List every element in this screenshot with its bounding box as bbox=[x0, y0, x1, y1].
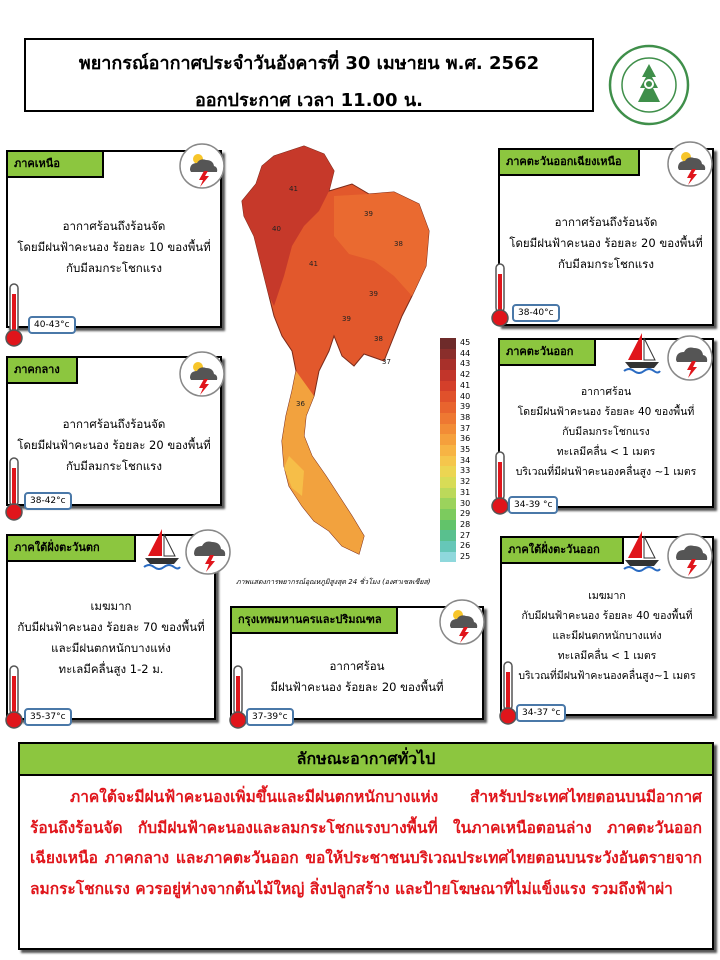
scale-swatch bbox=[440, 530, 456, 541]
thermometer-icon bbox=[4, 282, 24, 348]
region-title: กรุงเทพมหานครและปริมณฑล bbox=[232, 608, 398, 634]
scale-swatch bbox=[440, 338, 456, 349]
scale-label: 34 bbox=[460, 455, 471, 465]
temperature-badge: 35-37°c bbox=[24, 708, 72, 726]
forecast-line: บริเวณที่มีฝนฟ้าคะนองคลื่นสูง ~1 เมตร bbox=[515, 466, 697, 478]
contour-label: 41 bbox=[309, 260, 318, 268]
scale-label: 40 bbox=[460, 391, 471, 401]
sailboat-waves-icon bbox=[622, 330, 662, 374]
contour-label: 40 bbox=[272, 225, 281, 233]
forecast-line: กับมีฝนฟ้าคะนอง ร้อยละ 40 ของพื้นที่ bbox=[521, 610, 693, 622]
temperature-badge: 37-39°c bbox=[246, 708, 294, 726]
scale-swatch bbox=[440, 509, 456, 520]
forecast-line: โดยมีฝนฟ้าคะนอง ร้อยละ 10 ของพื้นที่ bbox=[17, 240, 211, 254]
scale-swatch bbox=[440, 391, 456, 402]
region-title: ภาคใต้ฝั่งตะวันออก bbox=[502, 538, 624, 564]
scale-label: 43 bbox=[460, 359, 471, 369]
thermometer-icon bbox=[4, 456, 24, 522]
scale-label: 33 bbox=[460, 466, 471, 476]
contour-label: 39 bbox=[369, 290, 378, 298]
scale-swatch bbox=[440, 359, 456, 370]
general-weather-summary bbox=[18, 742, 714, 950]
forecast-line: อากาศร้อน bbox=[580, 386, 632, 398]
scale-label: 39 bbox=[460, 402, 471, 412]
summary-text: ภาคใต้จะมีฝนฟ้าคะนองเพิ่มขึ้นและมีฝนตกหนักบางแห่ง สำหรับประเทศไทยตอนบนมีอากาศร้อนถึงร้อนจัด กับมีฝนฟ้าคะนองและลมกระโชกแรงบางพื้นที่ ในภาคเหนือตอนล่าง ภาคตะวันออกเฉียงเหนือ ภาคกลาง และภาคตะวันออก ขอให้ประชาชนบริเวณประเทศไทยตอนบนระวังอันตรายจากลมกระโชกแรง ควรอยู่ห่างจากต้นไม้ใหญ่ สิ่งปลูกสร้าง และป้ายโฆษณาที่ไม่แข็งแรง รวมถึงฟ้าผ่า bbox=[30, 788, 702, 898]
scale-label: 35 bbox=[460, 445, 471, 454]
scale-swatch bbox=[440, 402, 456, 413]
scale-label: 28 bbox=[460, 519, 471, 529]
forecast-line: อากาศร้อนถึงร้อนจัด bbox=[62, 219, 166, 233]
region-title: ภาคตะวันออกเฉียงเหนือ bbox=[500, 150, 640, 176]
temperature-badge: 40-43°c bbox=[28, 316, 76, 334]
forecast-line: ทะเลมีคลื่น < 1 เมตร bbox=[557, 650, 657, 662]
issue-time: ออกประกาศ เวลา 11.00 น. bbox=[195, 90, 423, 111]
scale-label: 30 bbox=[460, 498, 471, 508]
forecast-line: และมีฝนตกหนักบางแห่ง bbox=[552, 630, 662, 642]
scale-swatch bbox=[440, 498, 456, 509]
forecast-line: กับมีฝนฟ้าคะนอง ร้อยละ 70 ของพื้นที่ bbox=[17, 620, 205, 634]
forecast-line: เมฆมาก bbox=[90, 599, 132, 613]
scale-swatch bbox=[440, 477, 456, 488]
temperature-badge: 38-40°c bbox=[512, 304, 560, 322]
region-forecast bbox=[500, 382, 712, 482]
scale-label: 45 bbox=[460, 338, 471, 347]
forecast-title: พยากรณ์อากาศประจำวันอังคารที่ 30 เมษายน พ.ศ. 2562 bbox=[78, 53, 540, 74]
forecast-line: กับมีลมกระโชกแรง bbox=[558, 257, 654, 271]
scale-swatch bbox=[440, 552, 456, 563]
thermometer-icon bbox=[498, 660, 518, 726]
region-title: ภาคกลาง bbox=[8, 358, 78, 384]
map-caption: ภาพแสดงการพยากรณ์อุณหภูมิสูงสุด 24 ชั่วโมง (องศาเซลเซียส) bbox=[236, 578, 431, 586]
thermometer-icon bbox=[4, 664, 24, 730]
forecast-line: อากาศร้อนถึงร้อนจัด bbox=[62, 417, 166, 431]
scale-swatch bbox=[440, 445, 456, 456]
sailboat-waves-icon bbox=[142, 526, 182, 570]
forecast-line: อากาศร้อน bbox=[329, 659, 385, 673]
scale-label: 41 bbox=[460, 380, 471, 390]
sailboat-waves-icon bbox=[622, 528, 662, 572]
scale-label: 44 bbox=[460, 348, 471, 358]
scale-swatch bbox=[440, 413, 456, 424]
scale-swatch bbox=[440, 370, 456, 381]
forecast-line: โดยมีฝนฟ้าคะนอง ร้อยละ 20 ของพื้นที่ bbox=[17, 438, 211, 452]
scale-label: 32 bbox=[460, 477, 471, 487]
thunderstorm-icon bbox=[184, 528, 232, 576]
scale-swatch bbox=[440, 349, 456, 360]
contour-label: 38 bbox=[394, 240, 403, 248]
region-forecast bbox=[8, 216, 220, 279]
scale-swatch bbox=[440, 466, 456, 477]
forecast-line: ทะเลมีคลื่นสูง 1-2 ม. bbox=[58, 662, 164, 676]
thunderstorm-icon bbox=[178, 142, 226, 190]
scale-swatch bbox=[440, 488, 456, 499]
region-title: ภาคตะวันออก bbox=[500, 340, 596, 366]
scale-label: 36 bbox=[460, 434, 471, 444]
summary-heading: ลักษณะอากาศทั่วไป bbox=[20, 744, 712, 776]
forecast-line: กับมีลมกระโชกแรง bbox=[66, 261, 162, 275]
forecast-line: โดยมีฝนฟ้าคะนอง ร้อยละ 40 ของพื้นที่ bbox=[517, 406, 695, 418]
contour-label: 37 bbox=[382, 358, 391, 366]
contour-label: 39 bbox=[342, 315, 351, 323]
thunderstorm-icon bbox=[438, 598, 486, 646]
forecast-line: และมีฝนตกหนักบางแห่ง bbox=[51, 641, 171, 655]
scale-label: 38 bbox=[460, 412, 471, 422]
thunderstorm-icon bbox=[178, 350, 226, 398]
temperature-badge: 38-42°c bbox=[24, 492, 72, 510]
scale-swatch bbox=[440, 520, 456, 531]
temperature-badge: 34-37 °c bbox=[516, 704, 566, 722]
scale-swatch bbox=[440, 456, 456, 467]
contour-label: 39 bbox=[364, 210, 373, 218]
region-forecast bbox=[502, 586, 712, 686]
thunderstorm-icon bbox=[666, 334, 714, 382]
scale-swatch bbox=[440, 381, 456, 392]
region-title: ภาคเหนือ bbox=[8, 152, 104, 178]
scale-label: 27 bbox=[460, 530, 471, 540]
scale-label: 26 bbox=[460, 541, 471, 551]
forecast-line: บริเวณที่มีฝนฟ้าคะนองคลื่นสูง~1 เมตร bbox=[518, 670, 696, 682]
forecast-line: มีฝนฟ้าคะนอง ร้อยละ 20 ของพื้นที่ bbox=[270, 680, 444, 694]
forecast-line: เมฆมาก bbox=[588, 590, 626, 602]
thermometer-icon bbox=[490, 450, 510, 516]
thermometer-icon bbox=[228, 664, 248, 730]
thunderstorm-icon bbox=[666, 140, 714, 188]
region-forecast bbox=[232, 656, 482, 698]
temperature-color-scale bbox=[440, 338, 471, 562]
region-title: ภาคใต้ฝั่งตะวันตก bbox=[8, 536, 136, 562]
thailand-temperature-map bbox=[234, 136, 434, 576]
forecast-line: กับมีลมกระโชกแรง bbox=[562, 426, 650, 438]
temperature-badge: 34-39 °c bbox=[508, 496, 558, 514]
region-forecast bbox=[8, 596, 214, 680]
scale-label: 31 bbox=[460, 487, 471, 497]
thermometer-icon bbox=[490, 262, 510, 328]
scale-swatch bbox=[440, 541, 456, 552]
region-forecast bbox=[500, 212, 712, 275]
contour-label: 41 bbox=[289, 185, 298, 193]
scale-label: 37 bbox=[460, 423, 471, 433]
scale-label: 42 bbox=[460, 370, 471, 380]
thunderstorm-icon bbox=[666, 532, 714, 580]
scale-swatch bbox=[440, 434, 456, 445]
contour-label: 36 bbox=[296, 400, 305, 408]
scale-label: 25 bbox=[460, 552, 471, 561]
region-forecast bbox=[8, 414, 220, 477]
forecast-line: กับมีลมกระโชกแรง bbox=[66, 459, 162, 473]
scale-swatch bbox=[440, 424, 456, 435]
forecast-title-box bbox=[24, 38, 594, 112]
forecast-line: โดยมีฝนฟ้าคะนอง ร้อยละ 20 ของพื้นที่ bbox=[509, 236, 703, 250]
contour-label: 38 bbox=[374, 335, 383, 343]
tmd-logo bbox=[608, 44, 690, 126]
forecast-line: อากาศร้อนถึงร้อนจัด bbox=[554, 215, 658, 229]
forecast-line: ทะเลมีคลื่น < 1 เมตร bbox=[556, 446, 656, 458]
scale-label: 29 bbox=[460, 509, 471, 519]
